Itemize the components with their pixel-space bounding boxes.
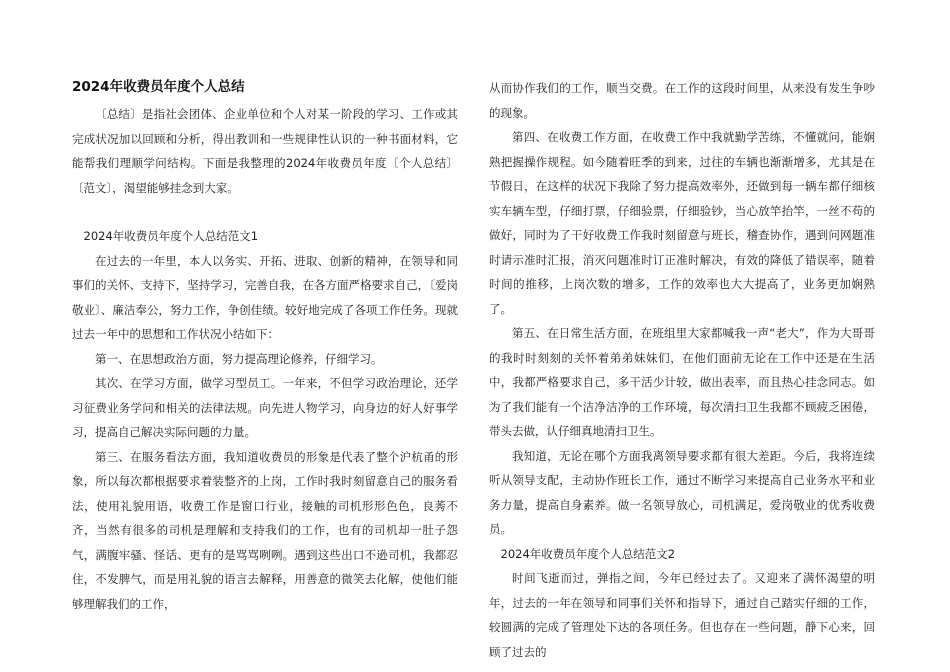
document-title: 2024年收费员年度个人总结	[72, 79, 245, 95]
paragraph-3: 其次、在学习方面，做学习型员工。一年来，不但学习政治理论，还学习征费业务学问和相关的法律法规。向先进人物学习，向身边的好人好事学习，提高自己解决实际问题的力量。	[72, 376, 458, 439]
paragraph-6: 第五、在日常生活方面，在班组里大家都喊我一声“老大”，作为大哥哥的我时时刻刻的关怀着弟弟妹妹们，在他们面前无论在工作中还是在生活中，我都严格要求自己，多干活少计较，做出表率，而且热心挂念同志。如为了我们能有一个洁净洁净的工作环境，每次清扫卫生我都不顾疲乏困倦，带头去做，认仔细真地清扫卫生。	[489, 326, 875, 438]
sample1-heading: 2024年收费员年度个人总结范文1	[83, 229, 259, 243]
sample2-heading: 2024年收费员年度个人总结范文2	[500, 546, 676, 561]
right-column	[489, 76, 875, 664]
paragraph-7: 我知道，无论在哪个方面我离领导要求都有很大差距。今后，我将连续听从领导支配，主动协作班长工作，通过不断学习来提高自己业务水平和业务力量，提高自身素养。做一名领导放心，司机满足，爱岗敬业的优秀收费员。	[489, 448, 875, 536]
paragraph-1: 在过去的一年里，本人以务实、开拓、进取、创新的精神，在领导和同事们的关怀、支持下，坚持学习，完善自我，在各方面严格要求自己，〔爱岗敬业〕、廉洁奉公，努力工作，争创佳绩。较好地完成了各项工作任务。现就过去一年中的思想和工作状况小结如下：	[72, 253, 458, 341]
section-spacer	[72, 200, 458, 224]
paragraph-4-continued: 从而协作我们的工作，顺当交费。在工作的这段时间里，从来没有发生争吵的现象。	[489, 81, 875, 120]
paragraph-8: 时间飞逝而过，弹指之间，今年已经过去了。又迎来了满怀渴望的明年，过去的一年在领导和同事们关怀和指导下，通过自己踏实仔细的工作，较圆满的完成了管理处下达的各项任务。但也存在一些问题，静下心来，回顾了过去的	[489, 571, 875, 659]
paragraph-4: 第三、在服务看法方面，我知道收费员的形象是代表了整个沪杭甬的形象，所以每次都根据要求着装整齐的上岗，工作时我时刻留意自己的服务看法，使用礼貌用语，收费工作是窗口行业，接触的司机形形色色，良莠不齐，当然有很多的司机是理解和支持我们的工作，也有的司机却一肚子怨气，满腹牢骚、怪话、更有的是骂骂咧咧。遇到这些出口不逊司机，我都忍住，不发脾气，而是用礼貌的语言去解释，用善意的微笑去化解，使他们能够理解我们的工作，	[72, 449, 458, 611]
intro-paragraph: 〔总结〕是指社会团体、企业单位和个人对某一阶段的学习、工作或其完成状况加以回顾和分析，得出教训和一些规律性认识的一种书面材料，它能帮我们理顺学问结构。下面是我整理的2024年收费员年度〔个人总结〕〔范文〕，渴望能够挂念到大家。	[72, 107, 458, 195]
paragraph-2: 第一、在思想政治方面，努力提高理论修养，仔细学习。	[95, 351, 383, 366]
paragraph-5: 第四、在收费工作方面，在收费工作中我就勤学苦练，不懂就问，能娴熟把握操作规程。如今随着旺季的到来，过往的车辆也渐渐增多，尤其是在节假日，在这样的状况下我除了努力提高效率外，还做到每一辆车都仔细核实车辆车型，仔细打票，仔细验票，仔细验钞，当心放竿抬竿，一丝不苟的做好，同时为了干好收费工作我时刻留意与班长，稽查协作，遇到问网题准时请示准时汇报，消灭问题准时订正准时解决，有效的降低了错误率，随着时间的推移，上岗次数的增多，工作的效率也大大提高了，业务更加娴熟了。	[489, 130, 875, 316]
left-column	[72, 76, 458, 616]
